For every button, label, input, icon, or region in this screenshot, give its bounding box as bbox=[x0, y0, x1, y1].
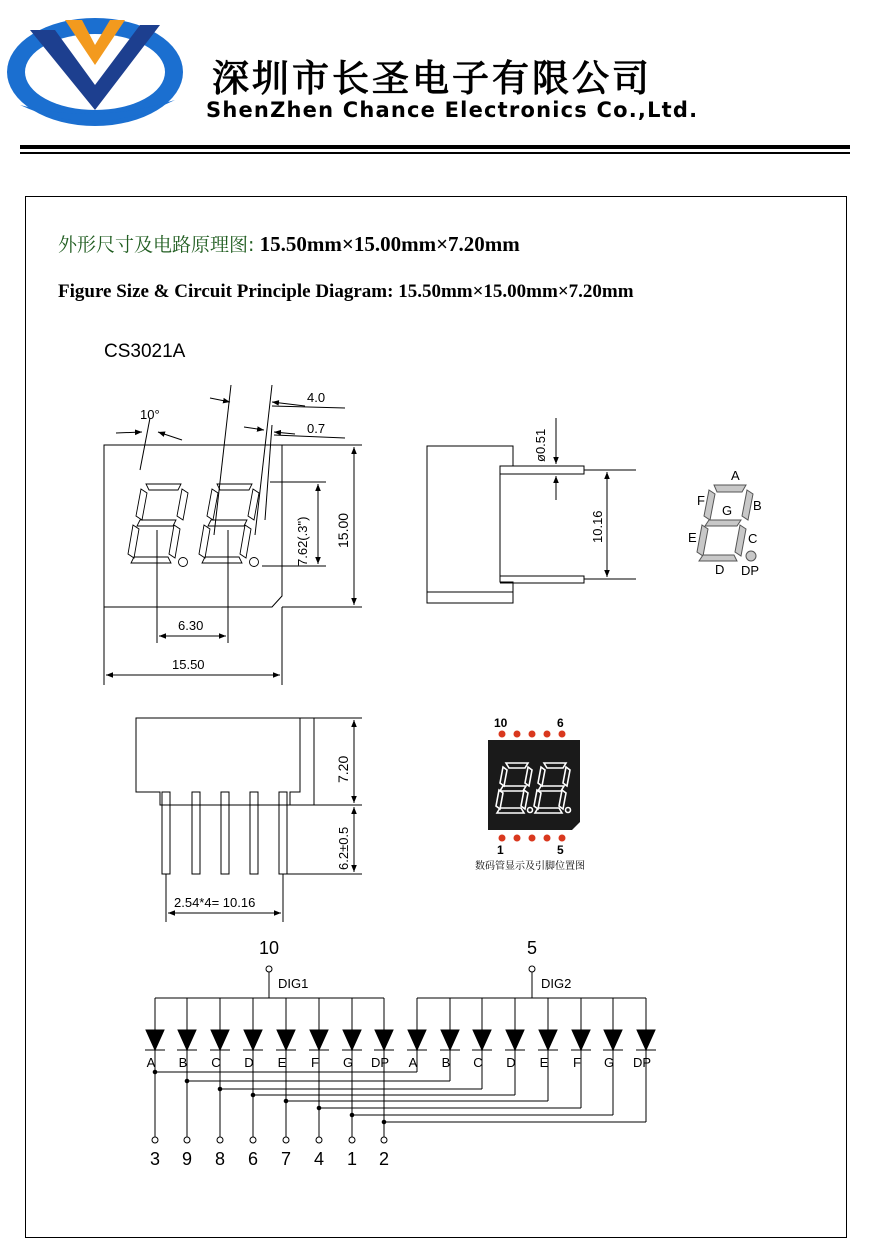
segment-label-dig1-a: A bbox=[146, 1055, 156, 1070]
common-terminal-dig2 bbox=[529, 966, 535, 972]
diode-dig2-dp bbox=[637, 1030, 655, 1050]
segment-label-dig1-dp: DP bbox=[370, 1055, 390, 1070]
dim-pin-pitch: 2.54*4= 10.16 bbox=[174, 895, 256, 910]
diode-dig2-f bbox=[572, 1030, 590, 1050]
company-name-cn: 深圳市长圣电子有限公司 bbox=[212, 57, 652, 100]
part-number: CS3021A bbox=[104, 341, 186, 362]
segment-label-dig2-g: G bbox=[603, 1055, 615, 1070]
segment-map bbox=[697, 485, 756, 561]
pin-position-diagram bbox=[475, 716, 585, 872]
seg-label-a: A bbox=[731, 468, 740, 483]
title-en-dims: 15.50mm×15.00mm×7.20mm bbox=[398, 281, 634, 302]
dim-4-0: 4.0 bbox=[307, 390, 326, 405]
dim-pitch: 6.30 bbox=[178, 618, 204, 633]
title-en-label: Figure Size & Circuit Principle Diagram: bbox=[58, 281, 394, 302]
pin-number-2: 2 bbox=[378, 1149, 390, 1169]
pin-terminal-6 bbox=[250, 1137, 256, 1143]
dim-0-7: 0.7 bbox=[307, 421, 326, 436]
pin-terminal-3 bbox=[152, 1137, 158, 1143]
angle-label: 10° bbox=[140, 407, 160, 422]
diode-dig1-g bbox=[343, 1030, 361, 1050]
bottom-view bbox=[136, 718, 362, 922]
diode-dig1-f bbox=[310, 1030, 328, 1050]
dim-pin-length: 6.2±0.5 bbox=[336, 826, 351, 870]
diode-dig2-c bbox=[473, 1030, 491, 1050]
seg-label-e: E bbox=[688, 530, 697, 545]
dim-pin-dia: ø0.51 bbox=[533, 428, 548, 462]
diode-dig1-e bbox=[277, 1030, 295, 1050]
segment-label-dig1-e: E bbox=[277, 1055, 287, 1070]
pin-diagram-caption: 数码管显示及引脚位置图 bbox=[475, 861, 585, 872]
pin-number-9: 9 bbox=[181, 1149, 193, 1169]
common-pin-dig1: 10 bbox=[258, 938, 280, 958]
diode-dig2-e bbox=[539, 1030, 557, 1050]
title-cn-dims: 15.50mm×15.00mm×7.20mm bbox=[259, 232, 520, 256]
diode-dig2-d bbox=[506, 1030, 524, 1050]
segment-label-dig1-f: F bbox=[311, 1055, 319, 1070]
common-terminal-dig1 bbox=[266, 966, 272, 972]
pin-number-3: 3 bbox=[149, 1149, 161, 1169]
dim-pin-span: 10.16 bbox=[590, 510, 605, 543]
segment-label-dig2-d: D bbox=[506, 1055, 516, 1070]
pin-number-1: 1 bbox=[346, 1149, 358, 1169]
pin-number-4: 4 bbox=[313, 1149, 325, 1169]
pin-terminal-4 bbox=[316, 1137, 322, 1143]
diode-dig1-d bbox=[244, 1030, 262, 1050]
segment-label-dig2-e: E bbox=[539, 1055, 549, 1070]
segment-label-dig1-b: B bbox=[178, 1055, 188, 1070]
pin-number-7: 7 bbox=[280, 1149, 292, 1169]
pin-terminal-8 bbox=[217, 1137, 223, 1143]
common-label-dig1: DIG1 bbox=[278, 976, 309, 991]
diode-dig1-b bbox=[178, 1030, 196, 1050]
common-label-dig2: DIG2 bbox=[541, 976, 572, 991]
dim-body-height: 7.20 bbox=[335, 755, 351, 783]
dim-digit-height: 7.62(.3") bbox=[295, 516, 310, 566]
segment-label-dig2-c: C bbox=[473, 1055, 483, 1070]
front-digit-2 bbox=[199, 484, 259, 567]
title-cn-label: 外形尺寸及电路原理图: bbox=[58, 234, 255, 256]
segment-label-dig2-f: F bbox=[573, 1055, 581, 1070]
segment-label-dig2-a: A bbox=[408, 1055, 418, 1070]
pin-label-6: 6 bbox=[557, 716, 564, 730]
pin-terminal-9 bbox=[184, 1137, 190, 1143]
company-name-en: ShenZhen Chance Electronics Co.,Ltd. bbox=[206, 98, 699, 122]
segment-label-dig2-dp: DP bbox=[632, 1055, 652, 1070]
diode-dig2-b bbox=[441, 1030, 459, 1050]
pin-number-8: 8 bbox=[214, 1149, 226, 1169]
diode-dig1-c bbox=[211, 1030, 229, 1050]
pin-terminal-7 bbox=[283, 1137, 289, 1143]
seg-label-b: B bbox=[753, 498, 762, 513]
dim-height: 15.00 bbox=[335, 512, 351, 548]
seg-label-g: G bbox=[722, 503, 733, 518]
segment-label-dig2-b: B bbox=[441, 1055, 451, 1070]
segment-label-dig1-c: C bbox=[211, 1055, 221, 1070]
diode-dig1-dp bbox=[375, 1030, 393, 1050]
seg-label-f: F bbox=[697, 493, 705, 508]
segment-label-dig1-d: D bbox=[244, 1055, 254, 1070]
pin-terminal-1 bbox=[349, 1137, 355, 1143]
front-digit-1 bbox=[128, 484, 188, 567]
seg-label-c: C bbox=[748, 531, 758, 546]
pin-number-6: 6 bbox=[247, 1149, 259, 1169]
pin-dots-top bbox=[499, 731, 566, 738]
dim-width: 15.50 bbox=[172, 657, 205, 672]
pin-label-1: 1 bbox=[497, 843, 504, 857]
diode-dig2-a bbox=[408, 1030, 426, 1050]
seg-label-dp: DP bbox=[741, 563, 760, 578]
seg-label-d: D bbox=[715, 562, 725, 577]
pin-dots-bottom bbox=[499, 835, 566, 842]
diode-dig2-g bbox=[604, 1030, 622, 1050]
pin-terminal-2 bbox=[381, 1137, 387, 1143]
pin-label-10: 10 bbox=[494, 716, 508, 730]
pin-label-5: 5 bbox=[557, 843, 564, 857]
bottom-pins bbox=[162, 792, 287, 874]
diode-dig1-a bbox=[146, 1030, 164, 1050]
segment-label-dig1-g: G bbox=[342, 1055, 354, 1070]
common-pin-dig2: 5 bbox=[526, 938, 538, 958]
circuit-labels bbox=[147, 938, 651, 1169]
